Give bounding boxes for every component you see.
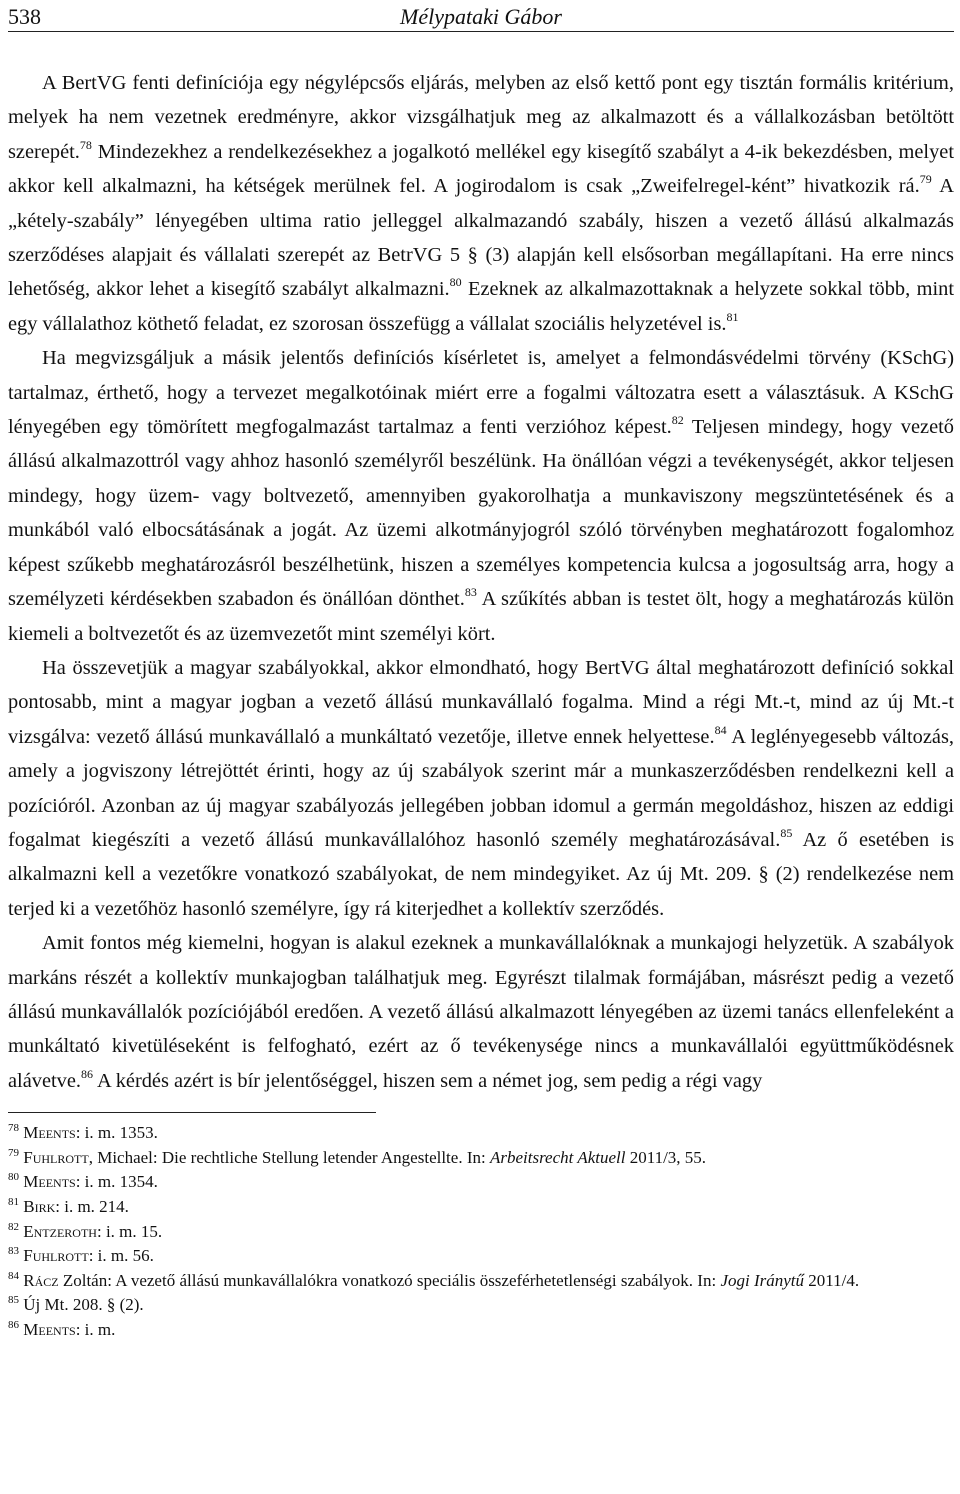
footnotes [8, 1121, 954, 1342]
document-page [8, 0, 954, 1343]
footnote-item [8, 1220, 954, 1245]
footnote-number: 84 [8, 1269, 19, 1282]
footnote-number: 79 [8, 1146, 19, 1159]
paragraph-text: A BertVG fenti definíciója egy négylépcsős eljárás, melyben az első kettő pont egy tisztán formális kritérium, melyek ha nem vezetnek eredményre, akkor vizsgálhatjuk meg az alkalmazott és a vállalkozásban betöltött szerepét. [8, 72, 954, 163]
footnote-reference[interactable]: 79 [919, 172, 932, 187]
footnote-item [8, 1170, 954, 1195]
footnote-number: 86 [8, 1318, 19, 1331]
footnote-source-title: Jogi Iránytű [720, 1270, 805, 1290]
footnote-reference[interactable]: 85 [780, 825, 793, 840]
footnote-reference[interactable]: 81 [726, 309, 739, 324]
footnote-text: Új Mt. 208. § (2). [23, 1295, 144, 1315]
footnote-text: : i. m. 214. [55, 1196, 129, 1216]
body-paragraph [8, 341, 954, 651]
footnote-item [8, 1269, 954, 1294]
footnote-item [8, 1293, 954, 1318]
paragraph-text: Az ő esetében is alkalmazni kell a vezetőkre vonatkozó szabályokat, de nem mindegyiket. Az új Mt. 209. § (2) rendelkezése nem terjed ki a vezetőhöz hasonló személyre, így rá kiterjedhet a kollektív szerződés. [8, 828, 955, 920]
footnote-number: 85 [8, 1294, 19, 1307]
footnote-number: 78 [8, 1122, 19, 1135]
footnote-item [8, 1146, 954, 1171]
footnote-author: Meents [23, 1172, 76, 1192]
footnote-author: Fuhlrott [23, 1147, 89, 1167]
body-text [8, 66, 954, 1098]
footnote-separator [8, 1112, 376, 1113]
footnote-text: : i. m. 15. [96, 1221, 163, 1241]
footnote-text: Zoltán: A vezető állású munkavállalókra vonatkozó speciális összeférhetetlenségi szabályok. In: [58, 1270, 721, 1290]
footnote-text: , Michael: Die rechtliche Stellung letender Angestellte. In: [88, 1147, 490, 1167]
page-number: 538 [8, 4, 41, 29]
footnote-author: Meents [23, 1123, 76, 1143]
footnote-author: Rácz [23, 1270, 59, 1290]
footnote-text: 2011/4. [804, 1270, 860, 1290]
footnote-text: : i. m. 56. [88, 1246, 154, 1266]
paragraph-text: A „kétely-szabály” lényegében ultima ratio jelleggel alkalmazandó szabály, hiszen a vezető állású alkalmazás szerződéses alapjait és vállalati szerepét az BetrVG 5 § (3) alapján kell elsősorban megállapítani. Ha erre nincs lehetőség, akkor lehet a kisegítő szabályt alkalmazni. [8, 175, 954, 301]
footnote-number: 82 [8, 1220, 19, 1233]
footnote-text: 2011/3, 55. [625, 1147, 707, 1167]
footnote-reference[interactable]: 83 [464, 585, 477, 600]
footnote-item [8, 1244, 954, 1269]
paragraph-text: Ezeknek az alkalmazottaknak a helyzete sokkal több, mint egy vállalathoz köthető feladat, ez szorosan összefügg a vállalat szociális helyzetével is. [8, 278, 954, 335]
paragraph-text: Ha összevetjük a magyar szabályokkal, akkor elmondható, hogy BertVG által meghatározott definíció sokkal pontosabb, mint a magyar jogban a vezető állású munkavállaló fogalma. Mind a régi Mt.-t, mind az új Mt.-t vizsgálva: vezető állású munkavállaló a munkáltató vezetője, illetve ennek helyettese. [8, 656, 954, 748]
footnote-number: 80 [8, 1171, 19, 1184]
footnote-item [8, 1195, 954, 1220]
body-paragraph [8, 651, 954, 926]
footnote-source-title: Arbeitsrecht Aktuell [489, 1147, 626, 1167]
paragraph-text: Teljesen mindegy, hogy vezető állású alkalmazottról vagy ahhoz hasonló személyről beszélünk. Ha önállóan végzi a tevékenységét, akkor teljesen mindegy, hogy üzem- vagy boltvezető, amennyiben gyakorolhatja a munkaviszony megszüntetésének és a munkából való elbocsátásának a jogát. Az üzemi alkotmányjogról szóló törvényben meghatározott fogalomhoz képest szűkebb meghatározásról beszélhetünk, hiszen a személyes kompetencia kulcsa a jogosultság arra, hogy a személyzeti kérdésekben szabadon és önállóan dönthet. [8, 416, 954, 611]
footnote-item [8, 1121, 954, 1146]
footnote-text: : i. m. 1354. [75, 1172, 158, 1192]
footnote-reference[interactable]: 84 [714, 722, 727, 737]
footnote-text: : i. m. [75, 1319, 116, 1339]
footnote-reference[interactable]: 80 [449, 275, 462, 290]
footnote-text: : i. m. 1353. [75, 1123, 158, 1143]
paragraph-text: A kérdés azért is bír jelentőséggel, hiszen sem a német jog, sem pedig a régi vagy [93, 1069, 763, 1092]
footnote-author: Fuhlrott [23, 1246, 89, 1266]
paragraph-text: Ha megvizsgáljuk a másik jelentős definíciós kísérletet is, amelyet a felmondásvédelmi törvény (KSchG) tartalmaz, érthető, hogy a tervezet megalkotóinak miért erre a fogalmi változatra esett a választásuk. A KSchG lényegében egy tömörített megfogalmazást tartalmaz a fenti verzióhoz képest. [8, 347, 954, 439]
footnote-author: Meents [23, 1319, 76, 1339]
paragraph-text: A leglényegesebb változás, amely a jogviszony létrejöttét érinti, hogy az új szabályok szerint már a munkaszerződésben rendelkezni kell a pozícióról. Azonban az új magyar szabályozás jellegében jobban idomul a germán megoldáshoz, hiszen az eddigi fogalmat kiegészíti a vezető állású munkavállalóhoz hasonló személy meghatározásával. [8, 725, 954, 851]
paragraph-text: Mindezekhez a rendelkezésekhez a jogalkotó mellékel egy kisegítő szabályt a 4-ik bekezdésben, melyet akkor kell alkalmazni, ha kétségek merülnek fel. A jogirodalom is csak „Zweifelregel-ként” hivatkozik rá. [8, 140, 954, 198]
footnote-number: 83 [8, 1245, 19, 1258]
running-head-author: Mélypataki Gábor [400, 4, 562, 29]
footnote-item [8, 1318, 954, 1343]
paragraph-text: Amit fontos még kiemelni, hogyan is alakul ezeknek a munkavállalóknak a munkajogi helyzetük. A szabályok markáns részét a kollektív munkajogban találhatjuk meg. Egyrészt tilalmak formájában, másrészt pedig a vezető állású munkavállalók pozíciójából eredően. A vezető állású alkalmazott lényegében az üzemi tanács ellenfeleként a munkáltató kivetüléseként is felfogható, ezért az ő tevékenysége nincs a munkavállalói együttműködésnek alávetve. [8, 932, 954, 1092]
page-header [8, 0, 954, 32]
footnote-author: Birk [23, 1196, 56, 1216]
footnote-reference[interactable]: 78 [79, 137, 92, 152]
paragraph-text: A szűkítés abban is testet ölt, hogy a meghatározás külön kiemeli a boltvezetőt és az üzemvezetőt mint személyi kört. [8, 588, 954, 645]
footnote-author: Entzeroth [23, 1221, 97, 1241]
body-paragraph [8, 926, 954, 1098]
footnote-reference[interactable]: 82 [671, 413, 684, 428]
body-paragraph [8, 66, 954, 341]
footnote-reference[interactable]: 86 [81, 1066, 94, 1081]
footnote-number: 81 [8, 1195, 19, 1208]
